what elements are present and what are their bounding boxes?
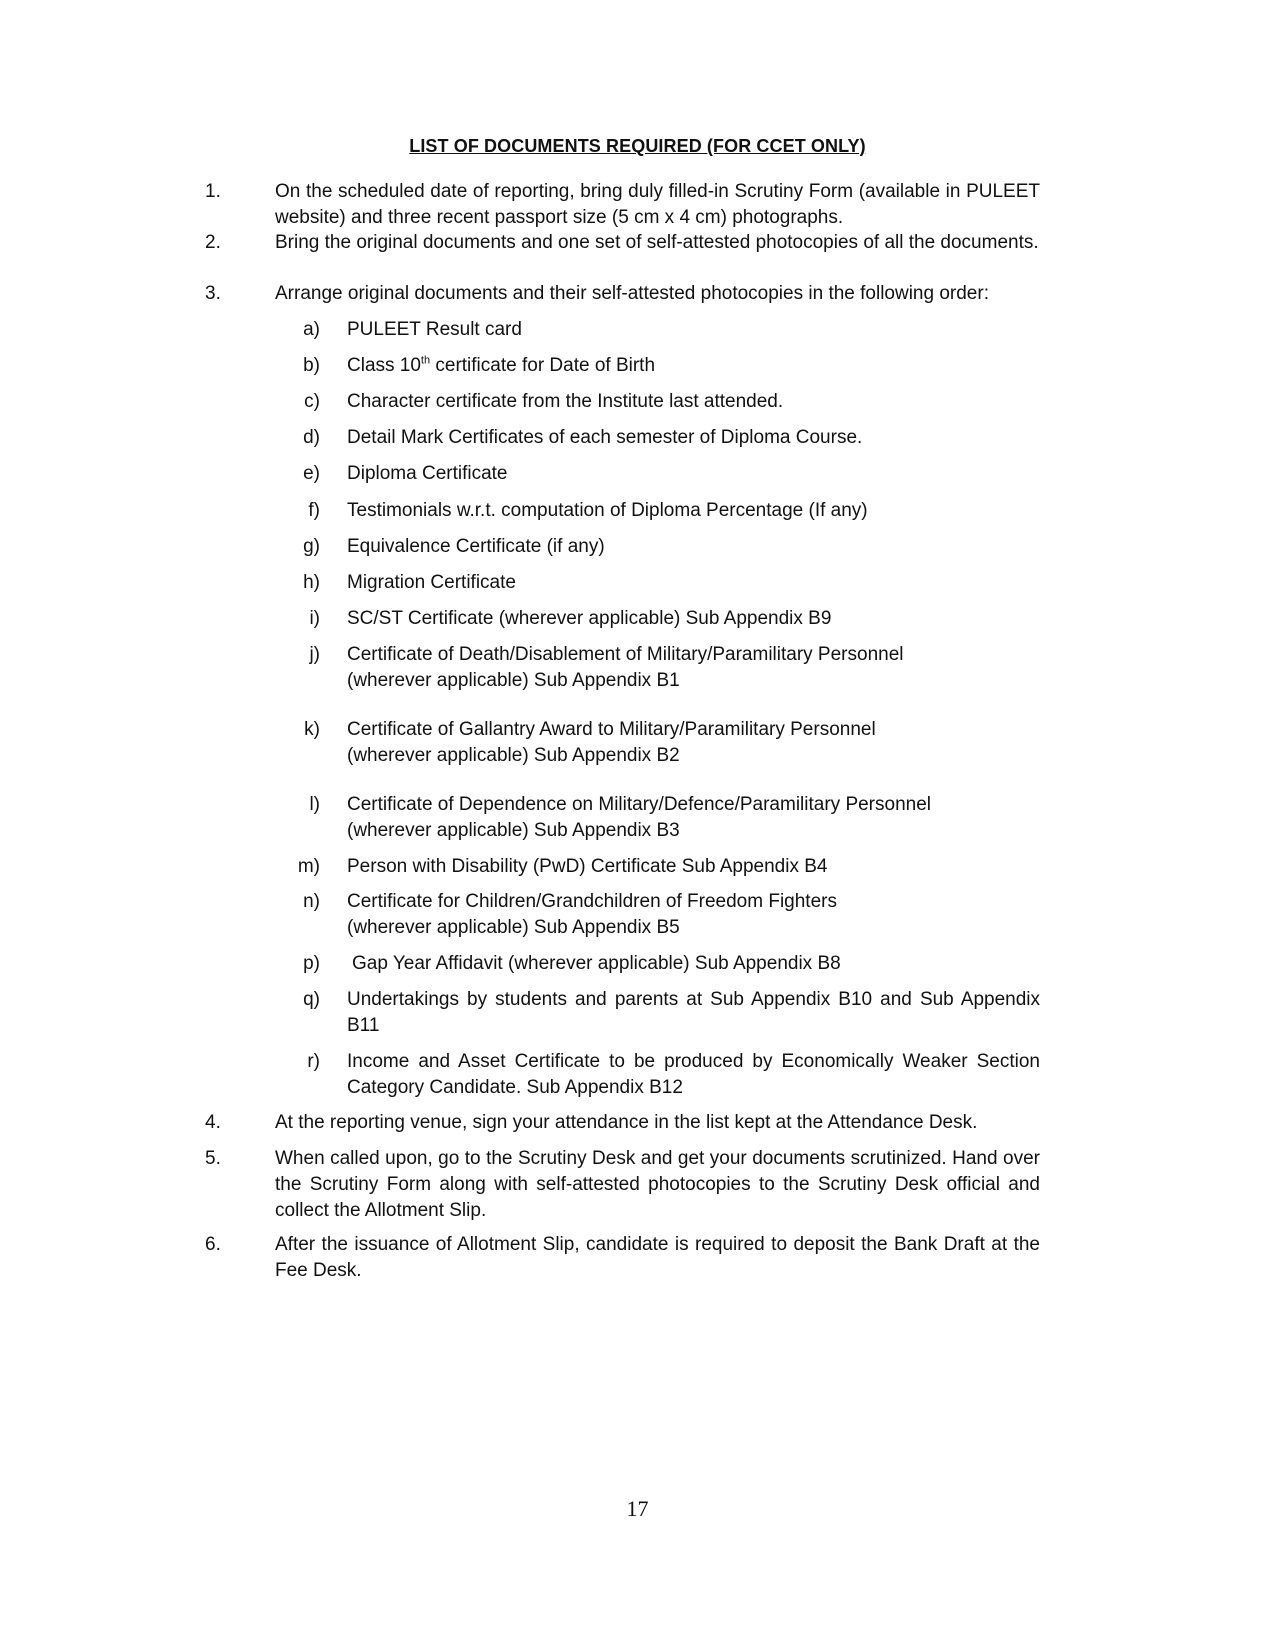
item-text: At the reporting venue, sign your attendance in the list kept at the Attendance Desk. <box>275 1112 978 1133</box>
item-number: 5. <box>205 1148 221 1169</box>
item-number: 3. <box>205 283 221 304</box>
sub-item-letter: k) <box>304 719 320 740</box>
sub-item-letter: h) <box>303 572 320 593</box>
sub-item-text: Gap Year Affidavit (wherever applicable) Sub Appendix B8 <box>352 953 841 974</box>
sub-item-letter: p) <box>303 953 320 974</box>
superscript: th <box>420 354 431 367</box>
sub-item-text: SC/ST Certificate (wherever applicable) Sub Appendix B9 <box>347 608 832 629</box>
item-text: Bring the original documents and one set of self-attested photocopies of all the documents. <box>275 232 1039 253</box>
sub-item-letter: b) <box>303 355 320 376</box>
item-text: On the scheduled date of reporting, bring duly filled-in Scrutiny Form (available in PULEET website) and three recent passport size (5 cm x 4 cm) photographs. <box>275 181 1040 228</box>
sub-item-text: Certificate of Gallantry Award to Military/Paramilitary Personnel (wherever applicable) Sub Appendix B2 <box>347 719 876 766</box>
sub-item-letter: g) <box>303 536 320 557</box>
sub-item-letter: e) <box>303 463 320 484</box>
sub-item-letter: a) <box>303 319 320 340</box>
sub-item-text: PULEET Result card <box>347 319 522 340</box>
sub-item-text: Certificate of Dependence on Military/Defence/Paramilitary Personnel (wherever applicable) Sub Appendix B3 <box>347 794 931 841</box>
sub-item-letter: j) <box>309 644 320 665</box>
item-number: 6. <box>205 1234 221 1255</box>
sub-item-text: Testimonials w.r.t. computation of Diploma Percentage (If any) <box>347 500 868 521</box>
sub-item-letter: q) <box>303 989 320 1010</box>
sub-item-letter: l) <box>309 794 320 815</box>
sub-item-text: Diploma Certificate <box>347 463 508 484</box>
sub-item-text: Character certificate from the Institute last attended. <box>347 391 784 412</box>
sub-item-text: Person with Disability (PwD) Certificate Sub Appendix B4 <box>347 856 828 877</box>
sub-item-letter: f) <box>308 500 320 521</box>
sub-item-letter: c) <box>304 391 320 412</box>
page-number: 17 <box>626 1496 649 1521</box>
sub-item-letter: d) <box>303 427 320 448</box>
item-number: 1. <box>205 181 221 202</box>
page-title: LIST OF DOCUMENTS REQUIRED (FOR CCET ONLY) <box>409 136 866 156</box>
sub-item-text: Detail Mark Certificates of each semester of Diploma Course. <box>347 427 863 448</box>
sub-item-letter: m) <box>297 856 320 877</box>
item-text: When called upon, go to the Scrutiny Desk and get your documents scrutinized. Hand over the Scrutiny Form along with self-attested photocopies to the Scrutiny Desk official and collect the Allotment Slip. <box>275 1148 1040 1221</box>
sub-item-letter: i) <box>309 608 320 629</box>
sub-item-letter: r) <box>307 1051 320 1072</box>
sub-item-text: Migration Certificate <box>347 572 516 593</box>
sub-item-text: Income and Asset Certificate to be produced by Economically Weaker Section Category Candidate. Sub Appendix B12 <box>347 1051 1040 1098</box>
item-number: 2. <box>205 232 221 253</box>
sub-item-text: Certificate for Children/Grandchildren of Freedom Fighters (wherever applicable) Sub Appendix B5 <box>347 891 837 938</box>
sub-item-text: Undertakings by students and parents at Sub Appendix B10 and Sub Appendix B11 <box>347 989 1040 1036</box>
sub-item-letter: n) <box>303 891 320 912</box>
sub-item-text: Certificate of Death/Disablement of Military/Paramilitary Personnel (wherever applicable) Sub Appendix B1 <box>347 644 904 691</box>
sub-item-text: Equivalence Certificate (if any) <box>347 536 605 557</box>
item-number: 4. <box>205 1112 221 1133</box>
sub-item-text: Class 10th certificate for Date of Birth <box>347 354 656 376</box>
item-text: Arrange original documents and their self-attested photocopies in the following order: <box>275 283 989 304</box>
item-text: After the issuance of Allotment Slip, candidate is required to deposit the Bank Draft at the Fee Desk. <box>275 1234 1040 1281</box>
